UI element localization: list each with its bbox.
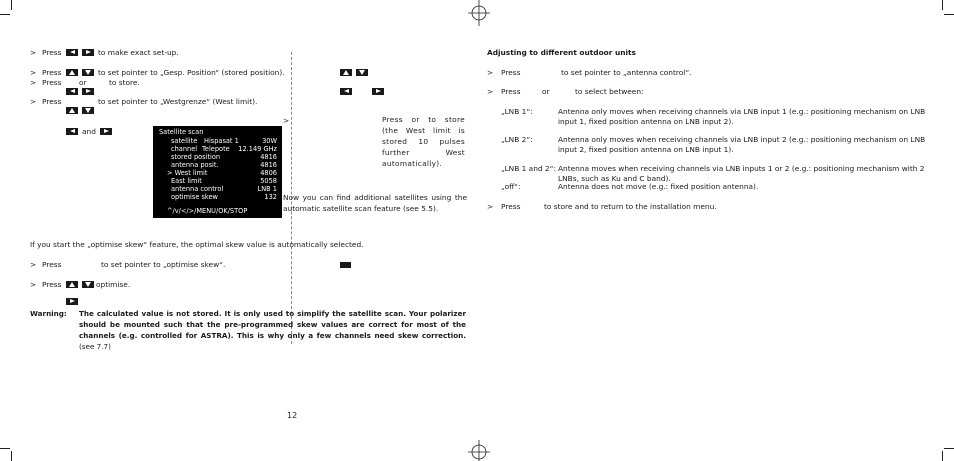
- option-label: „LNB 2“:: [501, 135, 533, 144]
- bullet: >: [30, 260, 37, 269]
- crop-mark: [11, 451, 12, 461]
- arrow-left-key-icon: [340, 88, 352, 95]
- press-label: Press: [42, 280, 62, 289]
- press-label: Press: [42, 48, 62, 57]
- option-label: „LNB 1“:: [501, 107, 533, 116]
- or-label: or: [79, 78, 87, 87]
- bullet: >: [283, 116, 290, 125]
- option-text: Antenna does not move (e.g.: fixed position antenna).: [558, 182, 759, 191]
- press-label: Press: [42, 78, 62, 87]
- screen-row-label: optimise skew: [171, 193, 218, 201]
- screen-row-label: stored position: [171, 153, 221, 161]
- store-west-limit-text: Press or to store (the West limit is stored 10 pulses further West automatically).: [382, 115, 465, 168]
- screen-row-label: antenna posit.: [171, 161, 219, 169]
- instruction-text: optimise.: [96, 280, 131, 289]
- arrow-up-key-icon: [340, 69, 352, 76]
- instruction-text: to store.: [109, 78, 140, 87]
- press-label: Press: [501, 87, 521, 96]
- option-label: „off“:: [501, 182, 521, 191]
- arrow-down-key-icon: [356, 69, 368, 76]
- arrow-left-key-icon: [66, 128, 78, 135]
- arrow-down-key-icon: [82, 69, 94, 76]
- registration-mark-bottom-icon: [468, 440, 490, 461]
- arrow-up-key-icon: [66, 281, 78, 288]
- screen-row-value: 132: [264, 193, 277, 201]
- arrow-right-key-icon: [100, 128, 112, 135]
- option-label: „LNB 1 and 2“:: [501, 164, 556, 173]
- instruction-text: to set pointer to „Westgrenze“ (West limit).: [98, 97, 258, 106]
- page-number: 12: [287, 411, 298, 420]
- screen-row-value: 4816: [260, 161, 277, 169]
- screen-row-value: 30W: [262, 137, 277, 145]
- press-label: Press: [42, 97, 62, 106]
- option-text: Antenna moves when receiving channels via LNB inputs 1 or 2 (e.g.: positioning mechanism with 2 LNBs, such as Ku and C band).: [558, 164, 925, 183]
- screen-row-mid: Hispasat 1: [204, 137, 239, 145]
- satellite-scan-screen: [153, 126, 282, 218]
- warning-ref: (see 7.7): [79, 342, 111, 351]
- instruction-text: to store and to return to the installation menu.: [544, 202, 717, 211]
- press-label: Press: [42, 260, 62, 269]
- bullet: >: [30, 280, 37, 289]
- screen-row-value: 12.149 GHz: [238, 145, 277, 153]
- screen-title: Satellite scan: [159, 128, 204, 136]
- bullet: >: [30, 78, 37, 87]
- crop-mark: [944, 14, 954, 15]
- bullet: >: [487, 202, 494, 211]
- press-label: Press: [42, 68, 62, 77]
- arrow-up-key-icon: [66, 107, 78, 114]
- warning-body: The calculated value is not stored. It is only used to simplify the satellite scan. Your polarizer should be mounted such that the pre-programmed skew values are correct for most of the channels (e.g. controlled for ASTRA). This is why only a few channels need skew correction.: [79, 309, 466, 340]
- screen-row-value: 4816: [260, 153, 277, 161]
- screen-row-value: 5058: [260, 177, 277, 185]
- ok-key-icon: [340, 262, 351, 268]
- section-heading: Adjusting to different outdoor units: [487, 48, 636, 57]
- screen-row-label: channel: [171, 145, 198, 153]
- arrow-right-key-icon: [82, 49, 94, 56]
- bullet: >: [30, 68, 37, 77]
- bullet: >: [30, 48, 37, 57]
- registration-mark-top-icon: [468, 0, 490, 26]
- instruction-text: to set pointer to „Gesp. Position“ (stored position).: [98, 68, 285, 77]
- arrow-right-key-icon: [82, 88, 94, 95]
- arrow-down-key-icon: [82, 107, 94, 114]
- arrow-left-key-icon: [66, 88, 78, 95]
- screen-row-label: > West limit: [167, 169, 208, 177]
- or-label: or: [542, 87, 550, 96]
- option-text: Antenna only moves when receiving channels via LNB input 1 (e.g.: positioning mechanism on LNB input 1, fixed position antenna on LNB input 2).: [558, 107, 926, 126]
- instruction-text: to select between:: [575, 87, 644, 96]
- arrow-right-key-icon: [372, 88, 384, 95]
- bullet: >: [30, 97, 37, 106]
- bullet: >: [487, 87, 494, 96]
- screen-row-value: 4806: [260, 169, 277, 177]
- arrow-up-key-icon: [66, 69, 78, 76]
- arrow-down-key-icon: [82, 281, 94, 288]
- crop-mark: [0, 448, 10, 449]
- crop-mark: [11, 0, 12, 10]
- screen-row-label: East limit: [171, 177, 202, 185]
- option-text: Antenna only moves when receiving channels via LNB input 2 (e.g.: positioning mechanism on LNB input 2, fixed position antenna on LNB input 1).: [558, 135, 926, 154]
- press-label: Press: [501, 68, 521, 77]
- screen-footer: ^/v/</>/MENU/OK/STOP: [167, 207, 248, 215]
- press-label: Press: [501, 202, 521, 211]
- crop-mark: [0, 14, 10, 15]
- instruction-text: to set pointer to „antenna control“.: [561, 68, 692, 77]
- screen-row-mid: Telepote: [202, 145, 230, 153]
- warning-label: Warning:: [30, 309, 67, 318]
- skew-intro-text: If you start the „optimise skew“ feature, the optimal skew value is automatically selected.: [30, 240, 364, 249]
- arrow-right-key-icon: [66, 298, 78, 305]
- arrow-left-key-icon: [66, 49, 78, 56]
- screen-row-label: satellite: [171, 137, 198, 145]
- crop-mark: [942, 0, 943, 10]
- instruction-text: to make exact set-up.: [98, 48, 179, 57]
- warning-text: [79, 308, 466, 352]
- and-label: and: [82, 127, 96, 136]
- scan-hint-text: Now you can find additional satellites using the automatic satellite scan feature (see 5.5).: [283, 193, 467, 213]
- crop-mark: [944, 448, 954, 449]
- instruction-text: to set pointer to „optimise skew“.: [101, 260, 226, 269]
- screen-row-value: LNB 1: [257, 185, 277, 193]
- bullet: >: [487, 68, 494, 77]
- screen-row-label: antenna control: [171, 185, 224, 193]
- crop-mark: [942, 451, 943, 461]
